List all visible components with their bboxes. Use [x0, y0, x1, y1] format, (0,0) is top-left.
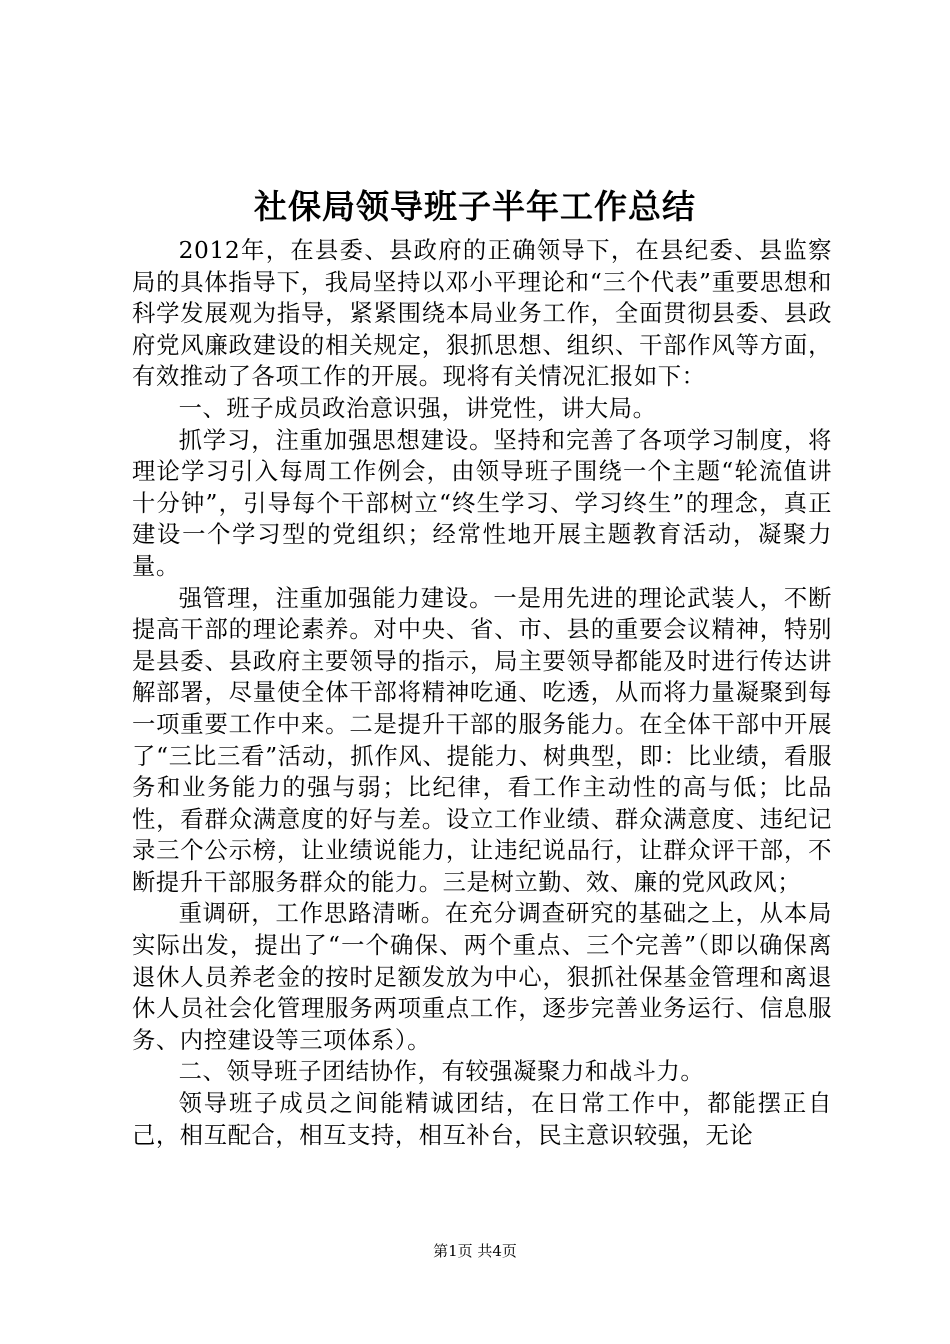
page-number-footer: 第1页 共4页: [433, 1242, 517, 1260]
section-heading: 一、班子成员政治意识强，讲党性，讲大局。: [178, 394, 657, 422]
paragraph: 领导班子成员之间能精诚团结，在日常工作中，都能摆正自己，相互配合，相互支持，相互补台，民主意识较强，无论: [132, 1090, 832, 1149]
paragraph: 重调研，工作思路清晰。在充分调查研究的基础之上，从本局实际出发，提出了“一个确保、两个重点、三个完善”（即以确保离退休人员养老金的按时足额发放为中心，狠抓社保基金管理和离退休人员社会化管理服务两项重点工作，逐步完善业务运行、信息服务、内控建设等三项体系）。: [132, 900, 832, 1054]
paragraph: 强管理，注重加强能力建设。一是用先进的理论武装人，不断提高干部的理论素养。对中央、省、市、县的重要会议精神，特别是县委、县政府主要领导的指示，局主要领导都能及时进行传达讲解部署，尽量使全体干部将精神吃通、吃透，从而将力量凝聚到每一项重要工作中来。二是提升干部的服务能力。在全体干部中开展了“三比三看”活动，抓作风、提能力、树典型，即：比业绩，看服务和业务能力的强与弱；比纪律，看工作主动性的高与低；比品性，看群众满意度的好与差。设立工作业绩、群众满意度、违纪记录三个公示榜，让业绩说能力，让违纪说品行，让群众评干部，不断提升干部服务群众的能力。三是树立勤、效、廉的党风政风；: [132, 584, 832, 896]
paragraph: 抓学习，注重加强思想建设。坚持和完善了各项学习制度，将理论学习引入每周工作例会，由领导班子围绕一个主题“轮流值讲十分钟”，引导每个干部树立“终生学习、学习终生”的理念，真正建设一个学习型的党组织；经常性地开展主题教育活动，凝聚力量。: [132, 426, 832, 580]
document-body: [132, 235, 832, 1151]
document-title: 社保局领导班子半年工作总结: [254, 187, 696, 226]
paragraph: 2012年，在县委、县政府的正确领导下，在县纪委、县监察局的具体指导下，我局坚持以邓小平理论和“三个代表”重要思想和科学发展观为指导，紧紧围绕本局业务工作，全面贯彻县委、县政府党风廉政建设的相关规定，狠抓思想、组织、干部作风等方面，有效推动了各项工作的开展。现将有关情况汇报如下：: [132, 237, 832, 391]
section-heading: 二、领导班子团结协作，有较强凝聚力和战斗力。: [178, 1058, 705, 1086]
